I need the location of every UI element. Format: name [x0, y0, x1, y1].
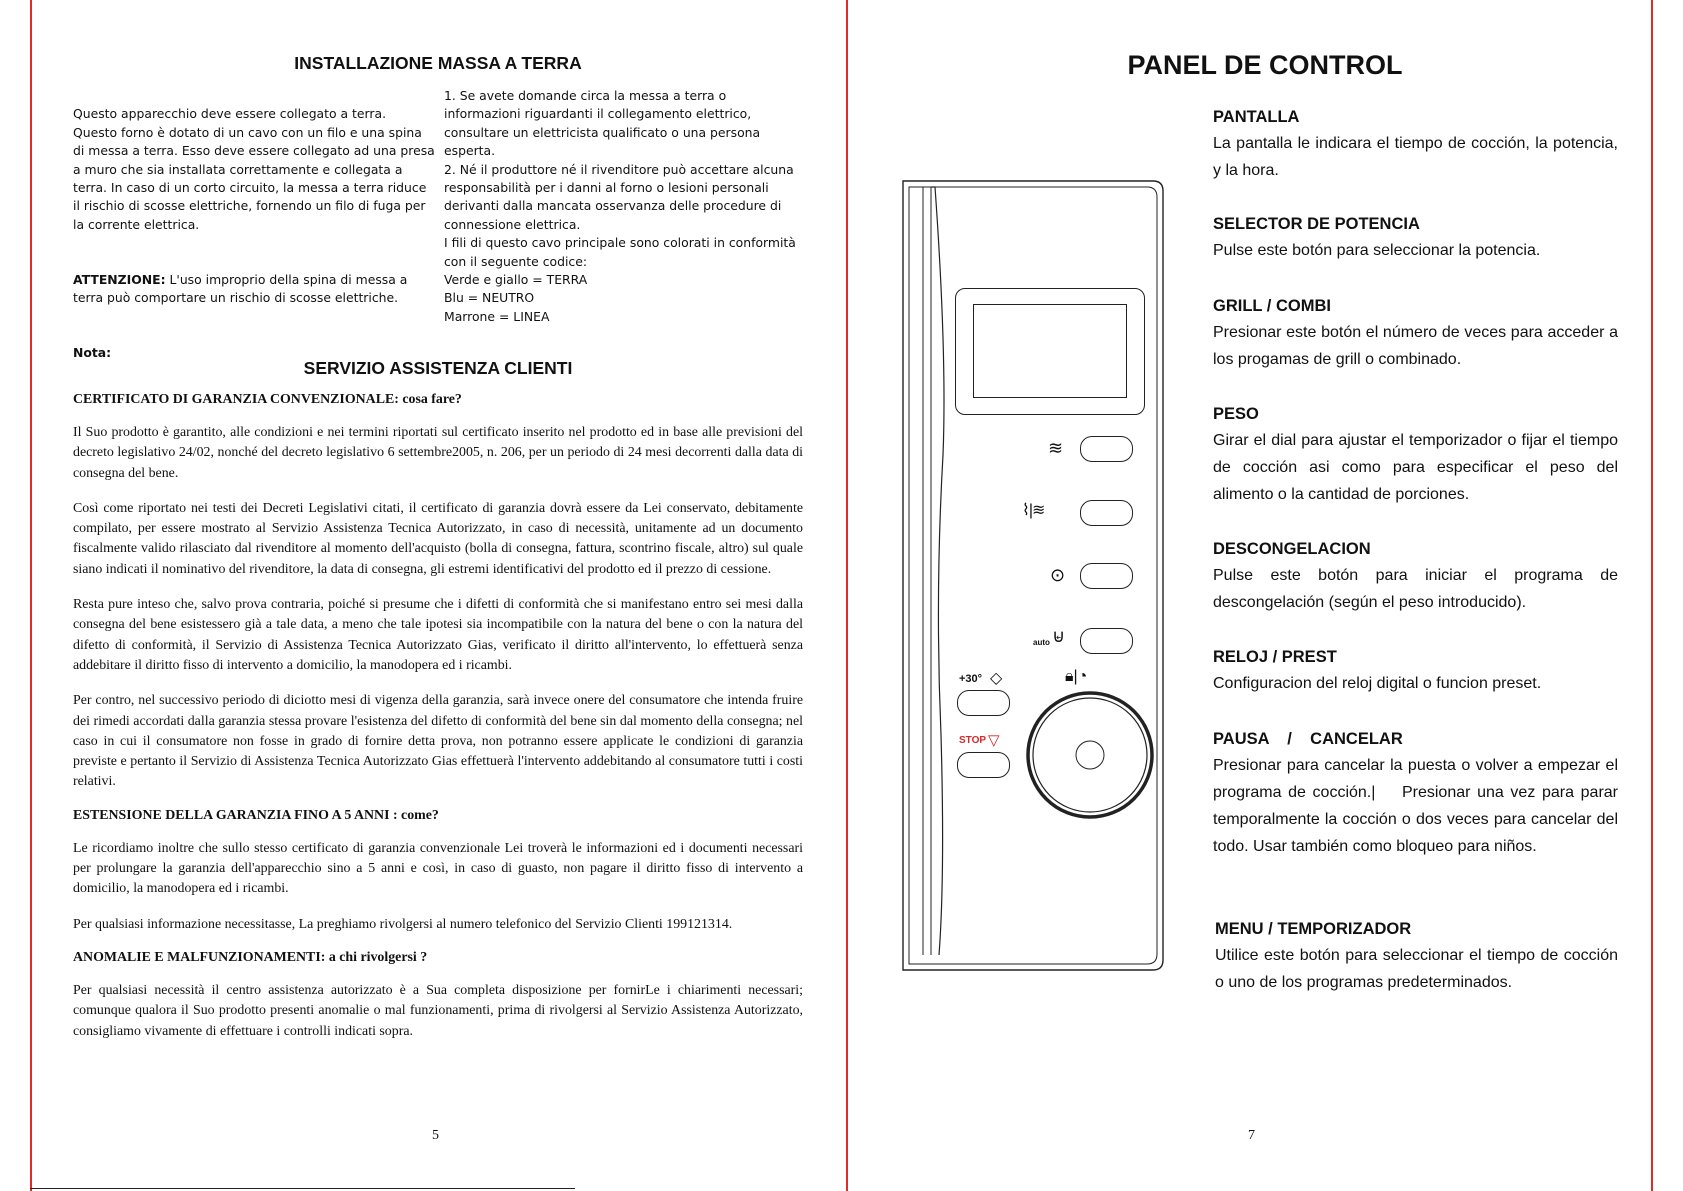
grounding-paragraph: Questo apparecchio deve essere collegato a terra. Questo forno è dotato di un cavo con un filo e una spina di messa a terra. Esso deve essere collegato ad una presa a muro che sia installata correttamente e collegata a terra. In caso di un corto circuito, la messa a terra riduce il rischio di scosse elettriche, fornendo un filo di fuga per la corrente elettrica.: [73, 106, 435, 232]
section-body: Girar el dial para ajustar el temporizador o fijar el tiempo de cocción asi como para especificar el peso del alimento o la cantidad de porciones.: [1213, 432, 1618, 503]
display-frame: [955, 288, 1145, 415]
section-menu-temporizador: [1213, 920, 1618, 1002]
warranty-paragraph-5: Le ricordiamo inoltre che sullo stesso certificato di garanzia convenzionale Lei troverà le informazioni ed i documenti necessari per prolungare la garanzia dell'apparecchio sino a 5 anni e così, in caso di guasto, non pagare il diritto fisso di intervento a domicilio, la manodopera ed i ricambi.: [73, 840, 803, 897]
stop-button[interactable]: [957, 752, 1010, 778]
right-margin-line: [1651, 0, 1653, 1191]
section-title: PESO: [1213, 405, 1259, 423]
start-button[interactable]: [957, 690, 1010, 716]
combi-button[interactable]: [1080, 500, 1133, 526]
section-title: SELECTOR DE POTENCIA: [1213, 215, 1420, 233]
section-title: DESCONGELACION: [1213, 540, 1371, 558]
section-title: GRILL / COMBI: [1213, 297, 1331, 315]
section-body: La pantalla le indicara el tiempo de cocción, la potencia, y la hora.: [1213, 135, 1618, 179]
section-body: Utilice este botón para seleccionar el tiempo de cocción o uno de los programas predeterminados.: [1215, 947, 1618, 991]
clock-button[interactable]: [1080, 563, 1133, 589]
extension-heading: ESTENSIONE DELLA GARANZIA FINO A 5 ANNI : come?: [73, 807, 439, 823]
grounding-text-right: 1. Se avete domande circa la messa a terra o informazioni riguardanti il collegamento elettrico, consultare un elettricista qualificato o una persona esperta. 2. Né il produttore né il rivenditore può accettare alcuna responsabilità per i danni al forno o lesioni personali derivanti dalla mancata osservanza delle procedure di connessione elettrica. I fili di questo cavo principale sono colorati in conformità con il seguente codice: Verde e giallo = TERRA Blu = NEUTRO Marrone = LINEA: [444, 88, 796, 324]
grill-icon: ≋: [1048, 438, 1064, 458]
section-title: MENU / TEMPORIZADOR: [1215, 920, 1412, 938]
grill-button[interactable]: [1080, 436, 1133, 462]
section-title: RELOJ / PREST: [1213, 648, 1337, 666]
center-margin-line: [846, 0, 848, 1191]
anomalies-heading: ANOMALIE E MALFUNZIONAMENTI: a chi rivolgersi ?: [73, 949, 428, 965]
display-screen: [973, 304, 1127, 398]
attention-text: L'uso improprio della spina di messa a terra può comportare un rischio di scosse elettriche.: [73, 271, 408, 306]
section-peso: [1213, 405, 1618, 540]
installation-title: INSTALLAZIONE MASSA A TERRA: [294, 53, 582, 73]
clock-icon: ⊙: [1050, 565, 1066, 585]
auto-menu-icon: ⊌: [1052, 626, 1066, 646]
lock-weight-icon: 🔒︎|◔: [1065, 668, 1088, 685]
bottom-rule: [30, 1188, 575, 1189]
section-descongelacion: [1213, 540, 1618, 648]
service-title: SERVIZIO ASSISTENZA CLIENTI: [303, 358, 573, 378]
combi-icon: ⌇|≋: [1022, 502, 1045, 519]
section-body: Configuracion del reloj digital o funcion preset.: [1213, 675, 1542, 692]
stop-icon: ▽: [988, 732, 1000, 749]
grounding-text-left: [73, 87, 443, 381]
section-title: PAUSA / CANCELAR: [1213, 730, 1403, 748]
stop-label: STOP: [959, 735, 987, 746]
attention-label: ATTENZIONE:: [73, 271, 166, 287]
section-selector-potencia: [1213, 215, 1618, 297]
section-body: Presionar para cancelar la puesta o volver a empezar el programa de cocción.| Presionar una vez para parar temporalmente la cocción o dos veces para cancelar del todo. Usar también como bloqueo para niños.: [1213, 757, 1623, 855]
attention-note: [73, 271, 443, 308]
auto-menu-button[interactable]: [1080, 628, 1133, 654]
section-pantalla: [1213, 108, 1618, 215]
warranty-paragraph-1: Il Suo prodotto è garantito, alle condizioni e nei termini riportati sul certificato inserito nel prodotto ed in base alle previsioni del decreto legislativo 24/02, nonché del decreto legislativo 6 settembre2005, n. 206, per un periodo di 24 mesi decorrenti dalla data di consegna del bene.: [73, 425, 803, 481]
start-icon: ◇: [990, 670, 1003, 687]
page-number-left: 5: [432, 1128, 439, 1143]
warranty-body: [73, 392, 803, 1042]
left-margin-line: [30, 0, 32, 1191]
page-number-right: 7: [1248, 1128, 1255, 1143]
warranty-paragraph-6: Per qualsiasi informazione necessitasse, La preghiamo rivolgersi al numero telefonico del Servizio Clienti 199121314.: [73, 916, 733, 932]
warranty-paragraph-2: Così come riportato nei testi dei Decreti Legislativi citati, il certificato di garanzia dovrà essere da Lei conservato, debitamente compilato, per essere mostrato al Servizio Assistenza Tecnica Autorizzato, in caso di necessità, unitamente ad un documento fiscalmente valido rilasciato dal rivenditore al momento dell'acquisto (bolla di consegna, fattura, scontrino fiscale, altro) sul quale siano indicati il nominativo del rivenditore, la data di consegna, gli estremi identificativi del prodotto ed il prezzo di cessione.: [73, 500, 803, 577]
certificate-heading: CERTIFICATO DI GARANZIA CONVENZIONALE: cosa fare?: [73, 392, 462, 407]
section-title: PANTALLA: [1213, 108, 1300, 126]
section-reloj-prest: [1213, 648, 1618, 730]
warranty-paragraph-7: Per qualsiasi necessità il centro assistenza autorizzato è a Sua completa disposizione per fornirLe i chiarimenti necessari; comunque qualora il Suo prodotto presenti anomalie o mal funzionamenti, prima di rivolgersi al Servizio Assistenza Autorizzato, consigliamo vivamente di effettuare i controlli indicati sopra.: [73, 982, 803, 1039]
control-panel-title: PANEL DE CONTROL: [1127, 50, 1403, 80]
warranty-paragraph-4: Per contro, nel successivo periodo di diciotto mesi di vigenza della garanzia, sarà invece onere del consumatore che intenda fruire dei rimedi accordati dalla garanzia stessa provare l'esistenza del difetto di conformità del bene sin dal momento della consegna; nel caso in cui il consumatore non fosse in grado di fornire detta prova, non potranno essere applicate le condizioni di garanzia previste e pertanto il Servizio di Assistenza Tecnica Autorizzato Gias effettuerà l'intervento addebitando al consumatore tutti i costi relativi.: [73, 693, 803, 790]
section-body: Pulse este botón para seleccionar la potencia.: [1213, 242, 1541, 259]
nota-label: Nota:: [73, 344, 112, 360]
dial-knob[interactable]: [1025, 690, 1155, 820]
sections-list: [1213, 108, 1623, 1002]
section-body: Pulse este botón para iniciar el programa de descongelación (según el peso introducido).: [1213, 567, 1618, 611]
plus30-label: +30°: [959, 673, 983, 685]
section-body: Presionar este botón el número de veces para acceder a los progamas de grill o combinado.: [1213, 324, 1618, 368]
section-grill-combi: [1213, 297, 1618, 405]
auto-label: auto: [1033, 638, 1050, 647]
section-pausa-cancelar: [1213, 730, 1623, 920]
warranty-paragraph-3: Resta pure inteso che, salvo prova contraria, poiché si presume che i difetti di conformità che si manifestano entro sei mesi dalla consegna del bene esistessero già a tale data, a meno che tale ipotesi sia incompatibile con la natura del bene o con la natura del difetto di conformità, il Servizio di Assistenza Tecnica Autorizzato Gias, verificato il diritto all'intervento, lo effettuerà senza addebitare il diritto fisso di intervento a domicilio, la manodopera ed i ricambi.: [73, 597, 803, 673]
